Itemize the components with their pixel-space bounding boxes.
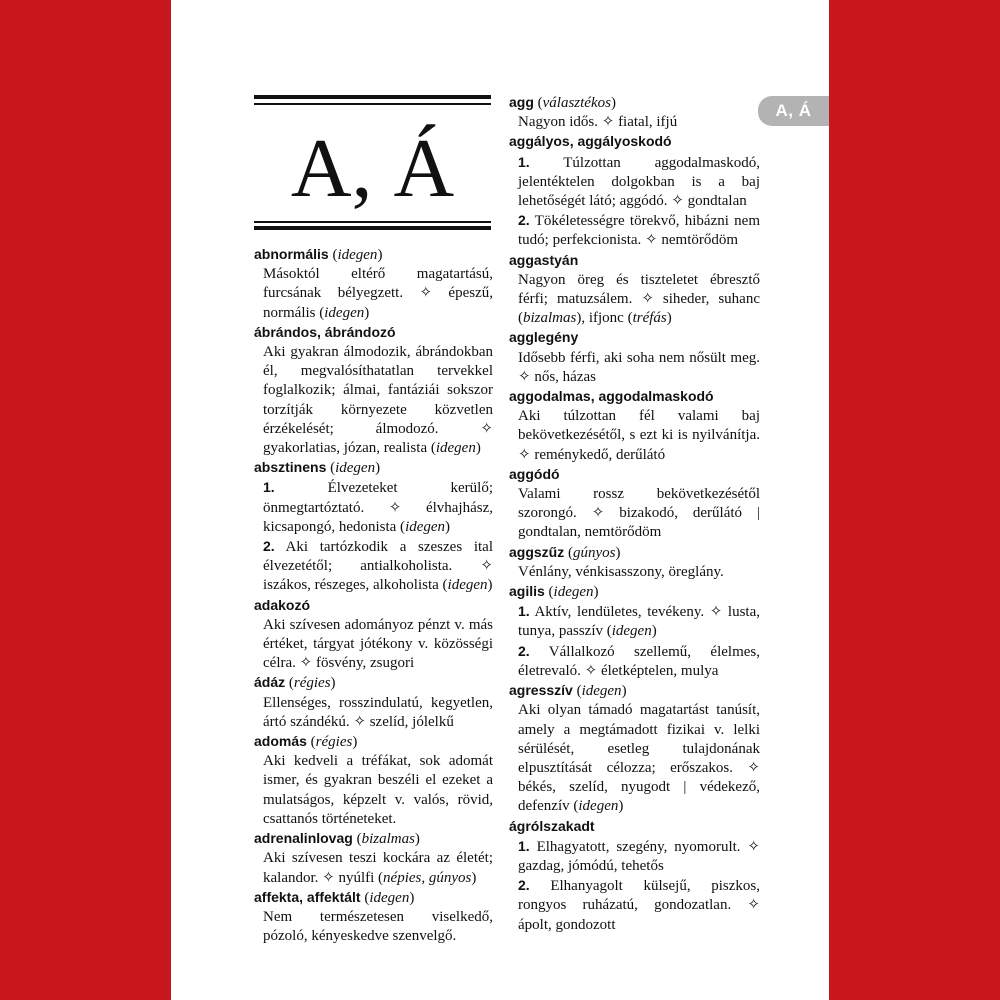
usage-label-inline: bizalmas (523, 310, 577, 327)
definition-text: Vénlány, vénkisasszony, öreglány. (518, 563, 724, 580)
definition (509, 349, 760, 387)
definition-text: Másoktól eltérő magatartású, furcsának bélyegzett. ✧ épeszű, normális ( (263, 266, 493, 321)
dictionary-entry (509, 328, 760, 387)
usage-label-inline: népies, gúnyos (383, 869, 472, 886)
headword: aggodalmas, aggodalmaskodó (509, 388, 714, 405)
definition-text: Vállalkozó szellemű, élelmes, életrevaló. ✧ életképtelen, mulya (518, 643, 760, 679)
headword: ábrándos, ábrándozó (254, 323, 396, 340)
entry-header (254, 888, 493, 908)
definition-text: Idősebb férfi, aki soha nem nősült meg. ✧ nős, házas (518, 349, 760, 385)
headword: abnormális (254, 246, 329, 262)
usage-label-inline: idegen (611, 623, 652, 640)
definition (254, 343, 493, 458)
definition-text: Valami rossz bekövetkezésétől szorongó. ✧ bizakodó, derűlátó | gondtalan, nemtörődöm (518, 486, 760, 541)
definition (509, 876, 760, 935)
definition-text: Ellenséges, rosszindulatú, kegyetlen, ártó szándékú. ✧ szelíd, jólelkű (263, 694, 493, 730)
dictionary-entry (509, 681, 760, 816)
usage-label-inline: idegen (447, 577, 488, 594)
entry-header (509, 132, 760, 152)
entry-header (509, 387, 760, 407)
dictionary-entry (509, 387, 760, 465)
definition-text: Nagyon öreg és tiszteletet ébresztő férfi; matuzsálem. ✧ siheder, suhanc ( (518, 271, 760, 327)
definition-text: Aktív, lendületes, tevékeny. ✧ lusta, tunya, passzív ( (518, 604, 760, 640)
sense-number: 2. (518, 212, 530, 229)
usage-label: (régies) (285, 675, 336, 692)
letter-title-block (254, 95, 491, 233)
title-rule-bottom-thin (254, 221, 491, 223)
usage-label: (idegen) (360, 889, 415, 906)
entry-header (254, 245, 493, 265)
right-column (509, 93, 760, 935)
usage-label: (idegen) (328, 247, 383, 263)
entry-header (509, 251, 760, 271)
definition-text: ) (487, 577, 493, 594)
dictionary-entry (509, 132, 760, 250)
dictionary-entry (509, 465, 760, 543)
definition (509, 485, 760, 543)
definition-text: Aki szívesen teszi kockára az életét; kalandor. ✧ nyúlfi ( (263, 850, 493, 886)
definition-text: Nagyon idős. ✧ fiatal, ifjú (518, 114, 678, 131)
entry-header (254, 673, 493, 693)
definition (254, 537, 493, 596)
headword: agresszív (509, 682, 573, 699)
definition-text: Elhanyagolt külsejű, piszkos, rongyos ruházatú, gondozatlan. ✧ ápolt, gondozott (518, 878, 760, 933)
headword: agglegény (509, 329, 579, 346)
definition-text: Aki túlzottan fél valami baj bekövetkezésétől, s ezt ki is nyilvánítja. ✧ reménykedő, derűlátó (518, 408, 760, 463)
usage-label: (bizalmas) (352, 831, 420, 848)
dictionary-entry (254, 245, 493, 323)
usage-label: (választékos) (533, 95, 616, 111)
sense-number: 2. (518, 642, 530, 659)
entry-header (509, 817, 760, 837)
sense-number: 1. (263, 479, 275, 496)
usage-label-inline: idegen (578, 798, 619, 815)
definition (509, 642, 760, 681)
definition-text: ) (618, 798, 624, 815)
definition (509, 602, 760, 641)
dictionary-entry (254, 673, 493, 732)
headword: adakozó (254, 596, 311, 613)
entry-header (254, 458, 493, 478)
definition (254, 849, 493, 887)
usage-label-inline: idegen (435, 440, 476, 457)
definition (509, 837, 760, 876)
headword: aggszűz (509, 543, 565, 560)
definition-text: Aki kedveli a tréfákat, sok adomát ismer, és gyakran beszéli el ezeket a mulatságos, képzelt v. valós, rövid, csattanós történeteket. (263, 753, 493, 827)
dictionary-entry (254, 596, 493, 674)
left-column (254, 245, 493, 946)
usage-label: (régies) (306, 734, 358, 751)
dictionary-entry (254, 458, 493, 595)
dictionary-entry (509, 582, 760, 681)
definition-text: Élvezeteket kerülő; önmegtartóztató. ✧ élvhajhász, kicsapongó, hedonista ( (263, 480, 493, 535)
usage-label: (idegen) (326, 460, 381, 477)
entry-header (254, 732, 493, 752)
definition (254, 478, 493, 537)
headword: agilis (509, 583, 545, 600)
sense-number: 1. (518, 603, 530, 620)
sense-number: 1. (518, 837, 530, 854)
definition (509, 153, 760, 212)
headword: agg (509, 94, 534, 110)
entry-header (509, 681, 760, 701)
dictionary-entry (254, 323, 493, 458)
section-tab[interactable]: A, Á (758, 96, 829, 126)
definition-text: Aki szívesen adományoz pénzt v. más értéket, tárgyat jótékony v. közösségi célra. ✧ fösvény, zsugori (263, 616, 493, 672)
entry-header (509, 543, 760, 563)
definition-text: ) (445, 518, 451, 535)
definition-text: ) (666, 310, 672, 327)
sense-number: 1. (518, 153, 530, 170)
usage-label: (idegen) (572, 683, 627, 700)
definition-text: ) (651, 623, 657, 640)
definition-text: Túlzottan aggodalmaskodó, jelentéktelen dolgokban is a baj lehetőségét látó; aggódó. ✧ gondtalan (518, 154, 760, 210)
definition (509, 407, 760, 465)
entry-header (509, 328, 760, 348)
usage-label-inline: idegen (405, 518, 446, 535)
headword: adomás (254, 733, 307, 750)
headword: aggastyán (509, 251, 579, 268)
definition-text: Elhagyatott, szegény, nyomorult. ✧ gazdag, jómódú, tehetős (518, 838, 760, 874)
usage-label: (gúnyos) (564, 544, 621, 561)
entry-header (509, 582, 760, 602)
definition (509, 211, 760, 250)
title-rule-top-thick (254, 95, 491, 99)
dictionary-entry (254, 732, 493, 829)
entry-header (254, 323, 493, 343)
definition-text: ), ifjonc ( (576, 310, 633, 327)
definition (254, 908, 493, 946)
entry-header (254, 596, 493, 616)
dictionary-entry (509, 93, 760, 132)
definition-text: ) (475, 440, 481, 457)
usage-label-inline: tréfás (632, 310, 667, 327)
definition (254, 616, 493, 674)
definition-text: ) (364, 304, 370, 321)
definition (254, 694, 493, 732)
headword: aggályos, aggályoskodó (509, 133, 672, 150)
definition (509, 701, 760, 816)
title-rule-top-thin (254, 103, 491, 105)
entry-header (254, 829, 493, 849)
dictionary-entry (254, 829, 493, 888)
dictionary-entry (509, 817, 760, 935)
definition-text: Aki gyakran álmodozik, ábrándokban él, megvalósíthatatlan tervekkel foglalkozik; álmai, fantáziái sokszor torzítják környezete közvetlen érzékelését; álmodozó. ✧ gyakorlatias, józan, realista ( (263, 344, 493, 457)
definition (254, 752, 493, 829)
definition-text: Aki tartózkodik a szeszes ital élvezetétől; antialkoholista. ✧ iszákos, részeges, alkoholista ( (263, 539, 493, 594)
definition-text: Nem természetesen viselkedő, pózoló, kényeskedve szenvelgő. (263, 908, 493, 945)
definition-text: Aki olyan támadó magatartást tanúsít, amely a megtámadott fizikai v. lelki sérülését, esetleg tulajdonának elpusztítását célozza; erőszakos. ✧ békés, szelíd, nyugodt | védekező, defenzív ( (518, 702, 760, 815)
headword: absztinens (254, 459, 327, 476)
dictionary-entry (509, 543, 760, 582)
headword: affekta, affektált (254, 888, 361, 905)
definition (509, 563, 760, 582)
headword: adrenalinlovag (254, 830, 353, 847)
entry-header (509, 93, 760, 113)
headword: ádáz (254, 674, 286, 691)
usage-label: (idegen) (544, 584, 599, 601)
definition (509, 113, 760, 132)
definition (254, 265, 493, 323)
definition-text: ) (471, 869, 477, 886)
headword: ágrólszakadt (509, 817, 595, 834)
dictionary-entry (254, 888, 493, 947)
dictionary-entry (509, 251, 760, 329)
sense-number: 2. (518, 877, 530, 894)
sense-number: 2. (263, 538, 275, 555)
title-rule-bottom-thick (254, 226, 491, 230)
headword: aggódó (509, 465, 560, 482)
page-title: A, Á (290, 122, 455, 215)
entry-header (509, 465, 760, 485)
definition-text: Tökéletességre törekvő, hibázni nem tudó; perfekcionista. ✧ nemtörődöm (518, 213, 760, 249)
usage-label-inline: idegen (324, 304, 365, 321)
definition (509, 271, 760, 329)
